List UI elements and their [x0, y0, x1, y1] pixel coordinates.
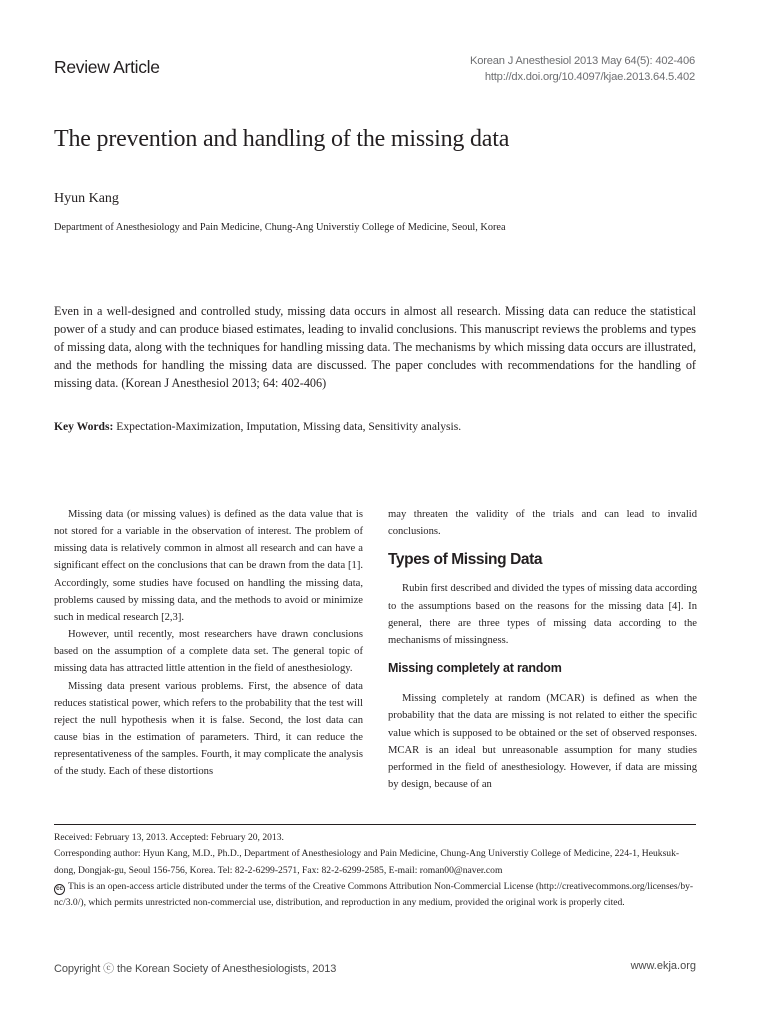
keywords: [54, 418, 696, 436]
body-column-left: [54, 506, 363, 781]
copyright-notice: Copyright ⓒ the Korean Society of Anesthesiologists, 2013: [54, 963, 337, 975]
body-paragraph: However, until recently, most researchers have drawn conclusions based on the assumption of a complete data set. The general topic of missing data has attracted little attention in the field of anesthesiology.: [54, 629, 363, 675]
author-name: Hyun Kang: [54, 191, 119, 206]
body-paragraph: Missing data present various problems. First, the absence of data reduces statistical power, which refers to the probability that the test will reject the null hypothesis when it is false. Second, the lost data can cause bias in the estimation of parameters. Third, it can reduce the representativeness of the samples. Fourth, it may complicate the analysis of the study. Each of these distortions: [54, 680, 363, 778]
section-heading: Types of Missing Data: [388, 551, 543, 569]
footnote-divider: [54, 824, 696, 825]
keywords-label: Key Words:: [54, 420, 114, 433]
creative-commons-icon: cc: [54, 884, 65, 895]
article-title: The prevention and handling of the missing data: [54, 126, 510, 152]
author-affiliation: Department of Anesthesiology and Pain Medicine, Chung-Ang Universtiy College of Medicine, Seoul, Korea: [54, 222, 506, 233]
article-type-label: Review Article: [54, 57, 160, 77]
license-note: [54, 879, 696, 912]
body-paragraph: Rubin first described and divided the types of missing data according to the assumptions based on the reasons for the missing data [4]. In general, there are three types of missing data according to the mechanisms of missingness.: [388, 583, 697, 646]
body-column-right: [388, 506, 697, 793]
body-paragraph: Missing completely at random (MCAR) is defined as when the probability that the data are missing is not related to either the specific value which is supposed to be obtained or the set of observed responses. MCAR is an ideal but unreasonable assumption for many studies performed in the field of anesthesiology. However, if data are missing by design, because of an: [388, 693, 697, 791]
license-text: This is an open-access article distributed under the terms of the Creative Commons Attribution Non-Commercial License (http://creativecommons.org/licenses/by-nc/3.0/), which permits unrestricted non-commercial use, distribution, and reproduction in any medium, provided the original work is properly cited.: [54, 880, 694, 909]
abstract: Even in a well-designed and controlled study, missing data occurs in almost all research. Missing data can reduce the statistical power of a study and can produce biased estimates, leading to invalid conclusions. This manuscript reviews the problems and types of missing data, along with the techniques for handling missing data. The mechanisms by which missing data occurs are illustrated, and the methods for handling the missing data are discussed. The paper concludes with recommendations for the handling of missing data. (Korean J Anesthesiol 2013; 64: 402-406): [54, 304, 696, 391]
doi-link[interactable]: http://dx.doi.org/10.4097/kjae.2013.64.5.402: [484, 71, 695, 83]
keywords-list: Expectation-Maximization, Imputation, Missing data, Sensitivity analysis.: [113, 420, 462, 433]
citation-block: [470, 53, 695, 85]
footnotes: [54, 830, 696, 911]
received-accepted-dates: Received: February 13, 2013. Accepted: February 20, 2013.: [54, 832, 284, 843]
journal-website-link[interactable]: www.ekja.org: [630, 960, 696, 972]
subsection-heading: Missing completely at random: [388, 661, 562, 676]
body-paragraph: Missing data (or missing values) is defined as the data value that is not stored for a variable in the observation of interest. The problem of missing data is relatively common in almost all research and can have a significant effect on the conclusions that can be drawn from the data [1]. Accordingly, some studies have focused on handling the missing data, problems caused by missing data, and the methods to avoid or minimize such in medical research [2,3].: [54, 509, 363, 623]
corresponding-author-note: Corresponding author: Hyun Kang, M.D., Ph.D., Department of Anesthesiology and Pain Medicine, Chung-Ang Universtiy College of Medicine, 224-1, Heuksuk-dong, Dongjak-gu, Seoul 156-756, Korea. Tel: 82-2-6299-2571, Fax: 82-2-6299-2585, E-mail: roman00@naver.com: [54, 848, 680, 876]
body-paragraph: may threaten the validity of the trials and can lead to invalid conclusions.: [388, 509, 697, 538]
journal-citation: Korean J Anesthesiol 2013 May 64(5): 402-406: [469, 55, 695, 67]
